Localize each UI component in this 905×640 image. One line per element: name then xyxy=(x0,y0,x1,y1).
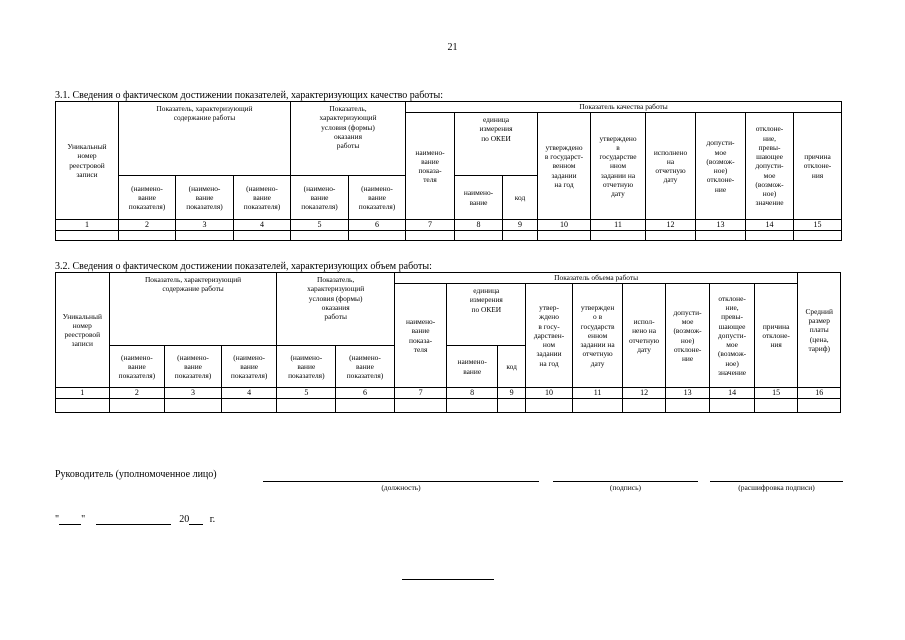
approved-year-header: утвер- ждено в госу- дарствен- ном задании на год xyxy=(526,284,573,388)
executed-header: испол- нено на отчетную дату xyxy=(623,284,665,388)
column-number: 1 xyxy=(56,388,110,399)
column-number: 12 xyxy=(623,388,665,399)
approved-date-header: утвержден о в государств енном задании на отчетную дату xyxy=(572,284,623,388)
data-cell[interactable] xyxy=(665,399,710,413)
position-line[interactable] xyxy=(263,481,539,482)
column-number: 7 xyxy=(394,388,447,399)
quality-table xyxy=(55,101,842,241)
column-number: 3 xyxy=(165,388,222,399)
conditions-indicator-header: Показатель, характеризующий условия (формы) оказания работы xyxy=(277,273,394,346)
data-cell[interactable] xyxy=(526,399,573,413)
allowed-deviation-header: допусти- мое (возмож- ное) отклоне- ние xyxy=(665,284,710,388)
data-cell[interactable] xyxy=(503,231,538,241)
day-blank[interactable] xyxy=(59,514,81,525)
data-cell[interactable] xyxy=(165,399,222,413)
data-cell[interactable] xyxy=(221,399,277,413)
column-number: 6 xyxy=(349,220,406,231)
signature-decoding-line[interactable] xyxy=(710,481,843,482)
date-line xyxy=(55,514,215,525)
unit-name-header: наимено- вание xyxy=(455,176,503,220)
content-subheader-3: (наимено- вание показателя) xyxy=(221,346,277,388)
data-cell[interactable] xyxy=(646,231,696,241)
deviation-reason-header: причина отклоне- ния xyxy=(794,113,842,220)
conditions-indicator-header: Показатель, характеризующий условия (формы) оказания работы xyxy=(291,102,406,176)
section-3-1-title: 3.1. Сведения о фактическом достижении показателей, характеризующих качество работы: xyxy=(55,90,444,101)
executed-header: исполнено на отчетную дату xyxy=(646,113,696,220)
avg-price-header: Средний размер платы (цена, тариф) xyxy=(798,273,841,388)
column-number: 14 xyxy=(746,220,794,231)
open-quote: " xyxy=(55,514,60,525)
year-prefix: 20 xyxy=(179,514,190,525)
column-number: 5 xyxy=(291,220,349,231)
signature-line[interactable] xyxy=(553,481,698,482)
column-number: 5 xyxy=(277,388,336,399)
content-subheader-2: (наимено- вание показателя) xyxy=(165,346,222,388)
indicator-name-header: наимено- вание показа- теля xyxy=(394,284,447,388)
unique-number-header: Уникальный номер реестровой записи xyxy=(56,273,110,388)
unit-okei-header: единица измерения по ОКЕИ xyxy=(455,113,538,176)
page-number: 21 xyxy=(447,42,458,53)
quality-indicator-group-header: Показатель качества работы xyxy=(406,102,842,113)
data-cell[interactable] xyxy=(394,399,447,413)
column-number: 10 xyxy=(538,220,591,231)
section-3-2-title: 3.2. Сведения о фактическом достижении показателей, характеризующих объем работы: xyxy=(55,261,432,272)
approved-date-header: утверждено в государстве нном задании на отчетную дату xyxy=(591,113,646,220)
data-cell[interactable] xyxy=(572,399,623,413)
data-cell[interactable] xyxy=(109,399,165,413)
data-cell[interactable] xyxy=(406,231,455,241)
data-cell[interactable] xyxy=(591,231,646,241)
footer-divider xyxy=(402,579,494,580)
conditions-subheader-2: (наимено- вание показателя) xyxy=(349,176,406,220)
column-number: 11 xyxy=(591,220,646,231)
content-subheader-1: (наимено- вание показателя) xyxy=(119,176,176,220)
data-cell[interactable] xyxy=(623,399,665,413)
data-cell[interactable] xyxy=(291,231,349,241)
data-cell[interactable] xyxy=(798,399,841,413)
conditions-subheader-2: (наимено- вание показателя) xyxy=(336,346,395,388)
unique-number-header: Уникальный номер реестровой записи xyxy=(56,102,119,220)
data-cell[interactable] xyxy=(794,231,842,241)
volume-indicator-group-header: Показатель объема работы xyxy=(394,273,798,284)
data-cell[interactable] xyxy=(746,231,794,241)
exceeding-deviation-header: отклоне- ние, превы- шающее допусти- мое (возмож- ное) значение xyxy=(746,113,794,220)
indicator-name-header: наимено- вание показа- теля xyxy=(406,113,455,220)
volume-table xyxy=(55,272,841,413)
column-number: 15 xyxy=(794,220,842,231)
column-number: 13 xyxy=(665,388,710,399)
data-cell[interactable] xyxy=(754,399,798,413)
conditions-subheader-1: (наимено- вание показателя) xyxy=(291,176,349,220)
column-number: 16 xyxy=(798,388,841,399)
data-cell[interactable] xyxy=(455,231,503,241)
column-number: 2 xyxy=(109,388,165,399)
data-cell[interactable] xyxy=(497,399,525,413)
data-row-empty xyxy=(56,231,842,241)
unit-code-header: код xyxy=(497,346,525,388)
signature-decoding-caption: (расшифровка подписи) xyxy=(738,483,815,492)
content-subheader-1: (наимено- вание показателя) xyxy=(109,346,165,388)
approved-year-header: утверждено в государст- венном задании на год xyxy=(538,113,591,220)
data-cell[interactable] xyxy=(696,231,746,241)
column-number: 7 xyxy=(406,220,455,231)
data-cell[interactable] xyxy=(56,231,119,241)
data-cell[interactable] xyxy=(336,399,395,413)
data-cell[interactable] xyxy=(710,399,755,413)
column-number: 9 xyxy=(497,388,525,399)
content-indicator-header: Показатель, характеризующий содержание работы xyxy=(109,273,277,346)
column-number: 12 xyxy=(646,220,696,231)
conditions-subheader-1: (наимено- вание показателя) xyxy=(277,346,336,388)
column-number: 8 xyxy=(447,388,498,399)
exceeding-deviation-header: отклоне- ние, превы- шающее допусти- мое (возмож- ное) значение xyxy=(710,284,755,388)
data-cell[interactable] xyxy=(234,231,291,241)
column-number: 10 xyxy=(526,388,573,399)
data-cell[interactable] xyxy=(538,231,591,241)
column-number: 1 xyxy=(56,220,119,231)
column-number: 3 xyxy=(176,220,234,231)
data-row-empty xyxy=(56,399,841,413)
manager-label: Руководитель (уполномоченное лицо) xyxy=(55,469,217,480)
position-caption: (должность) xyxy=(381,483,421,492)
data-cell[interactable] xyxy=(176,231,234,241)
unit-name-header: наимено- вание xyxy=(447,346,498,388)
close-quote: " xyxy=(81,514,86,525)
data-cell[interactable] xyxy=(277,399,336,413)
unit-code-header: код xyxy=(503,176,538,220)
column-number: 4 xyxy=(221,388,277,399)
data-cell[interactable] xyxy=(447,399,498,413)
column-number: 14 xyxy=(710,388,755,399)
data-cell[interactable] xyxy=(349,231,406,241)
column-number: 4 xyxy=(234,220,291,231)
column-number: 11 xyxy=(572,388,623,399)
year-blank[interactable] xyxy=(189,514,203,525)
content-subheader-2: (наимено- вание показателя) xyxy=(176,176,234,220)
signature-caption: (подпись) xyxy=(609,483,642,492)
data-cell[interactable] xyxy=(119,231,176,241)
year-suffix: г. xyxy=(209,514,216,525)
column-number: 15 xyxy=(754,388,798,399)
allowed-deviation-header: допусти- мое (возмож- ное) отклоне- ние xyxy=(696,113,746,220)
column-number: 9 xyxy=(503,220,538,231)
column-number: 2 xyxy=(119,220,176,231)
column-number: 8 xyxy=(455,220,503,231)
unit-okei-header: единица измерения по ОКЕИ xyxy=(447,284,526,346)
content-subheader-3: (наимено- вание показателя) xyxy=(234,176,291,220)
deviation-reason-header: причина отклоне- ния xyxy=(754,284,798,388)
content-indicator-header: Показатель, характеризующий содержание работы xyxy=(119,102,291,176)
column-number: 6 xyxy=(336,388,395,399)
month-blank[interactable] xyxy=(96,514,171,525)
column-number: 13 xyxy=(696,220,746,231)
data-cell[interactable] xyxy=(56,399,110,413)
